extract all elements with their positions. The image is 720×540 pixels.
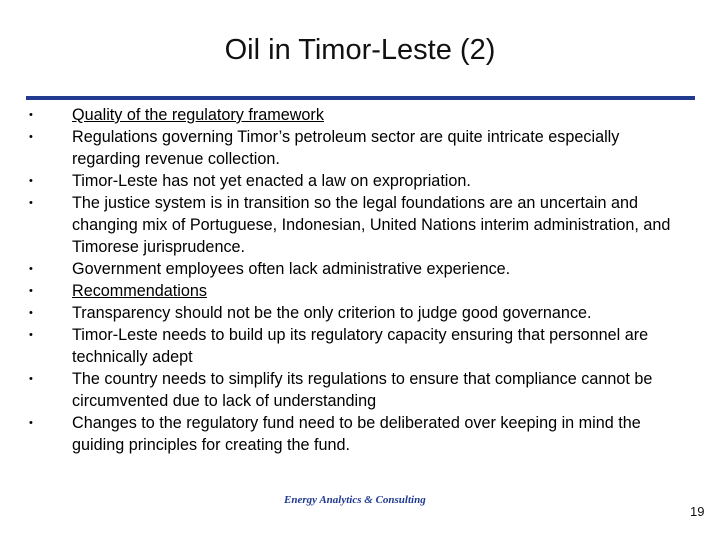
bullet-item xyxy=(29,280,689,302)
page-number: 19 xyxy=(690,504,705,519)
bullet-item xyxy=(29,412,689,456)
bullet-item xyxy=(29,192,689,258)
bullet-text: The country needs to simplify its regulations to ensure that compliance cannot be circumvented due to lack of understanding xyxy=(72,370,653,410)
bullet-icon: • xyxy=(29,263,33,275)
bullet-text: Regulations governing Timor’s petroleum sector are quite intricate especially regarding revenue collection. xyxy=(72,128,620,168)
bullet-icon: • xyxy=(29,197,33,209)
bullet-text: Timor-Leste has not yet enacted a law on expropriation. xyxy=(72,172,471,190)
bullet-item xyxy=(29,368,689,412)
bullet-text: The justice system is in transition so the legal foundations are an uncertain and changing mix of Portuguese, Indonesian, United Nations interim administration, and Timorese jurisprudence. xyxy=(72,194,671,256)
bullet-icon: • xyxy=(29,109,33,121)
bullet-text: Quality of the regulatory framework xyxy=(72,106,324,124)
bullet-text: Transparency should not be the only criterion to judge good governance. xyxy=(72,304,592,322)
bullet-item xyxy=(29,258,689,280)
bullet-icon: • xyxy=(29,373,33,385)
bullet-item xyxy=(29,302,689,324)
bullet-icon: • xyxy=(29,307,33,319)
bullet-item xyxy=(29,104,689,126)
bullet-icon: • xyxy=(29,329,33,341)
bullet-list xyxy=(29,104,689,456)
bullet-icon: • xyxy=(29,417,33,429)
title-divider xyxy=(26,96,695,100)
bullet-item xyxy=(29,170,689,192)
footer-company: Energy Analytics & Consulting xyxy=(284,494,426,506)
bullet-item xyxy=(29,324,689,368)
bullet-text: Recommendations xyxy=(72,282,207,300)
bullet-text: Timor-Leste needs to build up its regulatory capacity ensuring that personnel are technically adept xyxy=(72,326,649,366)
bullet-text: Changes to the regulatory fund need to be deliberated over keeping in mind the guiding principles for creating the fund. xyxy=(72,414,641,454)
slide-title: Oil in Timor-Leste (2) xyxy=(224,34,496,66)
bullet-icon: • xyxy=(29,175,33,187)
bullet-icon: • xyxy=(29,285,33,297)
bullet-icon: • xyxy=(29,131,33,143)
bullet-item xyxy=(29,126,689,170)
bullet-text: Government employees often lack administrative experience. xyxy=(72,260,511,278)
